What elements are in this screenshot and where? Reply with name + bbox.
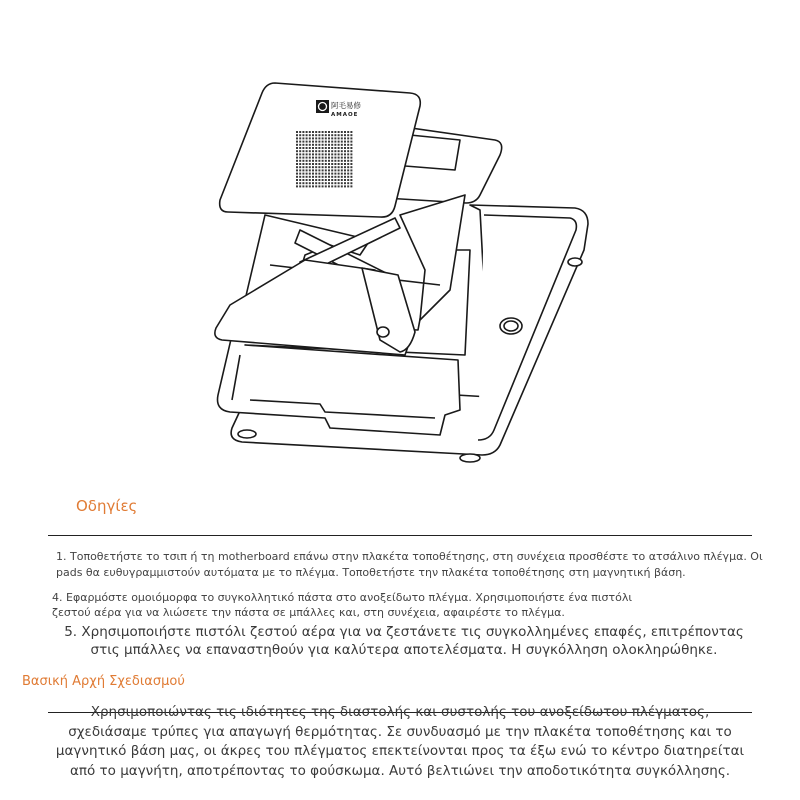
divider — [48, 535, 752, 536]
logo-subtext: AMAOE — [331, 112, 359, 118]
instruction-step-4: 4. Εφαρμόστε ομοιόμορφα το συγκολλητικό πάστα στο ανοξείδωτο πλέγμα. Χρησιμοποιήστε ένα πιστόλι ζεστού αέρα για να λιώσετε την πάστα σε μπάλλες και, στη συνέχεια, αφαιρέστε το πλέγμα. — [52, 591, 633, 619]
mounting-plate — [215, 260, 415, 355]
instruction-step-5: 5. Χρησιμοποιήστε πιστόλι ζεστού αέρα για να ζεστάνετε τις συγκολλημένες επαφές, επιτρέποντας στις μπάλλες να επαναστηθούν για καλύτερα αποτελέσματα. Η συγκόλληση ολοκληρώθηκε. — [64, 624, 744, 658]
design-principle-text: Χρησιμοποιώντας τις ιδιότητες της διαστολής και συστολής του ανοξείδωτου πλέγματος, σχεδιάσαμε τρύπες για απαγωγή θερμότητας. Σε συνδυασμό με την πλακέτα τοποθέτησης και το μαγνητικό βάση μας, οι άκρες του πλέγματος επεκτείνονται προς τα έξω ενώ το κέντρο διατηρείται από το μαγνήτη, αποτρέποντας το φούσκωμα. Αυτό βελτιώνει την αποδοτικότητα συγκόλλησης. — [55, 704, 745, 779]
instructions-title: Οδηγίες — [76, 497, 138, 515]
design-principle-title: Βασική Αρχή Σχεδιασμού — [22, 674, 185, 689]
instruction-step-1: 1. Τοποθετήστε το τσιπ ή τη motherboard επάνω στην πλακέτα τοποθέτησης, στη συνέχεια προσθέστε το ατσάλινο πλέγμα. Οι pads θα ευθυγραμμιστούν αυτόματα με το πλέγμα. Τοποθετήστε την πλακέτα τοποθέτησης στη μαγνητική βάση. — [56, 550, 763, 579]
logo-text: 阿毛易修 — [331, 101, 361, 110]
